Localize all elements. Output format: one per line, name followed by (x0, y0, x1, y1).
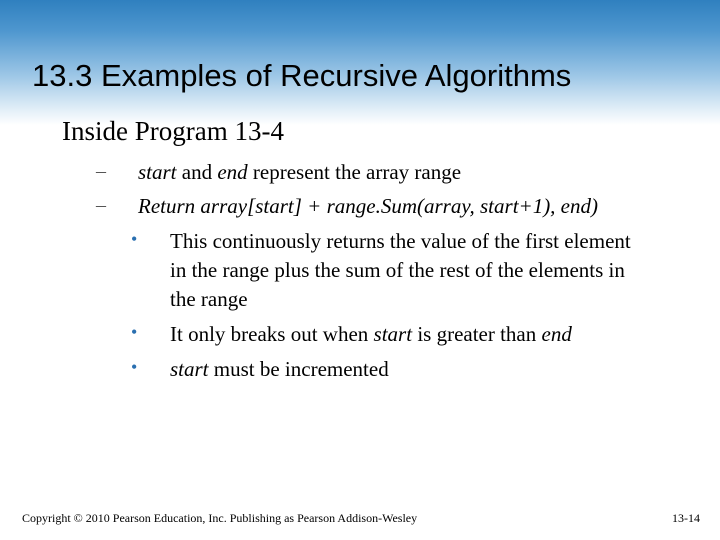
point-1-text (138, 160, 461, 185)
subpoint-2-part-2: start (373, 322, 413, 346)
dash-marker: – (96, 160, 106, 182)
bullet-marker: • (131, 229, 138, 249)
page-number: 13-14 (672, 511, 700, 525)
subpoint-3-text (170, 355, 710, 384)
dash-marker: – (96, 194, 106, 216)
point-1-part-2: and (176, 160, 218, 184)
subpoint-2-part-4: end (541, 322, 572, 346)
subpoint-2-part-3: is greater than (412, 322, 542, 346)
copyright-footer: Copyright © 2010 Pearson Education, Inc. Publishing as Pearson Addison-Wesley (22, 511, 418, 525)
subpoint-3-part-2: must be incremented (208, 357, 389, 381)
subpoint-1-text (170, 227, 710, 314)
subpoint-2-text (170, 320, 710, 349)
point-1-part-4: represent the array range (247, 160, 462, 184)
point-1-part-1: start (138, 160, 177, 184)
slide-title: 13.3 Examples of Recursive Algorithms (32, 58, 572, 93)
subpoint-1-line-3: the range (170, 287, 248, 311)
point-1-part-3: end (217, 160, 248, 184)
subpoint-3-part-1: start (170, 357, 209, 381)
subpoint-2-part-1: It only breaks out when (170, 322, 374, 346)
bullet-marker: • (131, 322, 138, 342)
point-2-part-1: Return array[start] + range.Sum(array, start+1), end) (138, 194, 599, 218)
subpoint-1-line-1: This continuously returns the value of the first element (170, 229, 631, 253)
subpoint-1-line-2: in the range plus the sum of the rest of the elements in (170, 258, 625, 282)
point-2-text (138, 194, 598, 219)
bullet-marker: • (131, 357, 138, 377)
slide-subtitle: Inside Program 13-4 (62, 116, 284, 146)
